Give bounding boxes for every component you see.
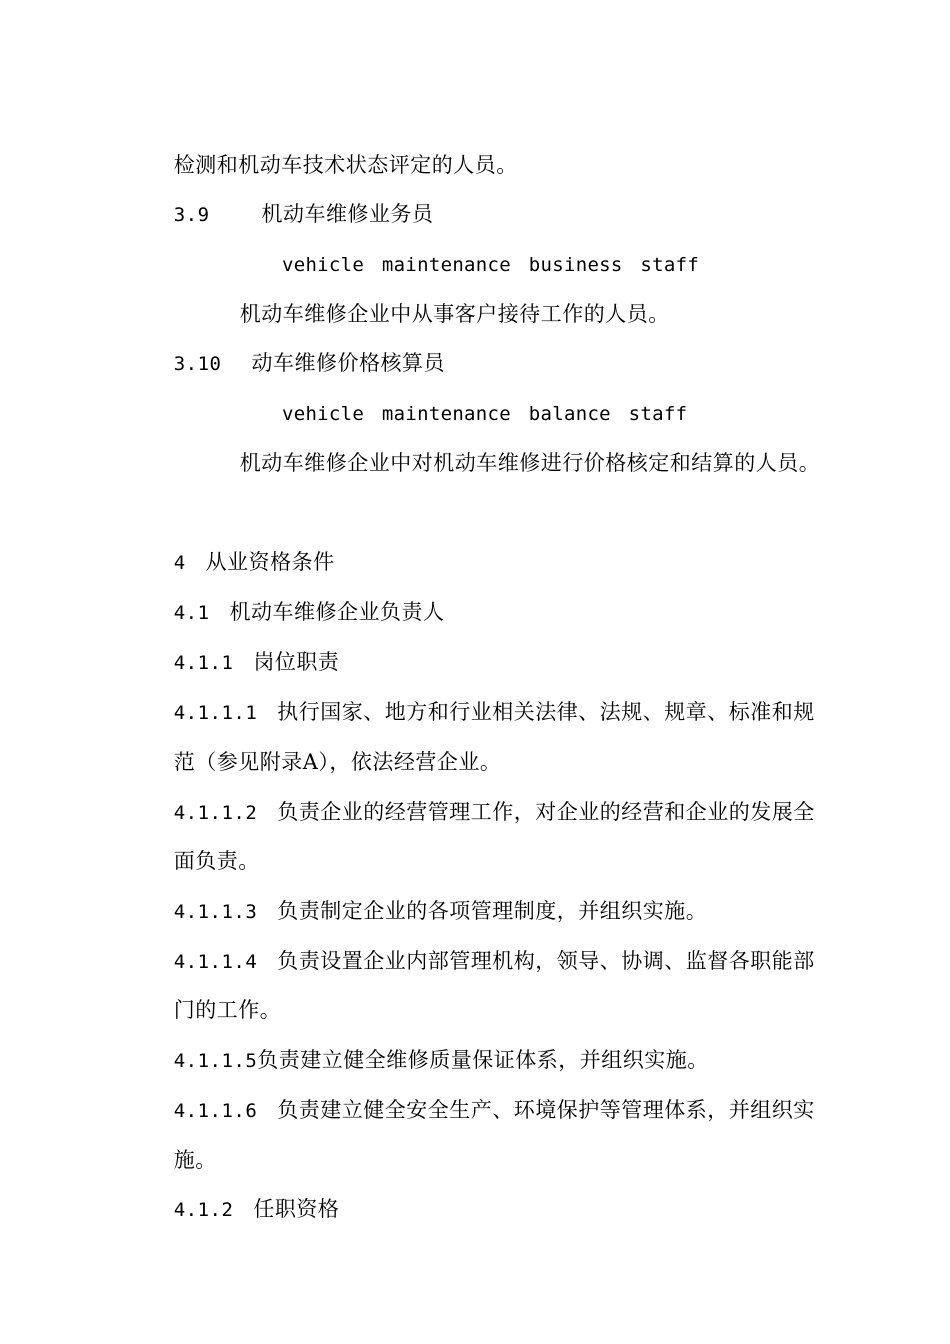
clause-text: 执行国家、地方和行业相关法律、法规、规章、标准和规 (277, 700, 815, 724)
section-number: 3.9 (173, 204, 210, 226)
line-text: 施。 (173, 1148, 217, 1172)
clause-4-1-1-6 (145, 1068, 815, 1153)
clause-number: 4.1.1.4 (173, 951, 258, 973)
section-title: 机动车维修业务员 (261, 202, 434, 226)
line-text: vehicle maintenance balance staff (281, 403, 688, 425)
section-title: 岗位职责 (253, 650, 340, 674)
section-number: 4.1 (173, 602, 210, 624)
line-text: vehicle maintenance business staff (281, 254, 700, 276)
section-number: 4 (173, 552, 186, 574)
clause-text: 负责建立健全维修质量保证体系，并组织实施。 (257, 1048, 709, 1072)
line-text: 范（参见附录A），依法经营企业。 (173, 750, 502, 774)
clause-number: 4.1.1.1 (173, 702, 258, 724)
section-title: 机动车维修企业负责人 (229, 600, 445, 624)
line-text: 面负责。 (173, 849, 260, 873)
clause-text: 负责制定企业的各项管理制度，并组织实施。 (277, 899, 708, 923)
section-number: 3.10 (173, 353, 222, 375)
clause-number: 4.1.1.5 (173, 1050, 258, 1072)
line-text: 检测和机动车技术状态评定的人员。 (173, 153, 518, 177)
clause-number: 4.1.1.3 (173, 901, 258, 923)
section-number: 4.1.2 (173, 1199, 234, 1221)
clause-number: 4.1.1.2 (173, 802, 258, 824)
clause-text: 负责建立健全安全生产、环境保护等管理体系，并组织实 (277, 1098, 815, 1122)
section-title: 任职资格 (253, 1197, 340, 1221)
clause-text: 负责企业的经营管理工作，对企业的经营和企业的发展全 (277, 800, 815, 824)
line-text: 机动车维修企业中对机动车维修进行价格核定和结算的人员。 (239, 451, 821, 475)
section-title: 从业资格条件 (205, 550, 335, 574)
definition-line (211, 421, 820, 505)
section-heading-4-1-2 (145, 1167, 339, 1252)
line-text: 机动车维修企业中从事客户接待工作的人员。 (239, 302, 670, 326)
clause-text: 负责设置企业内部管理机构，领导、协调、监督各职能部 (277, 949, 815, 973)
section-title: 动车维修价格核算员 (251, 351, 445, 375)
section-number: 4.1.1 (173, 652, 234, 674)
clause-number: 4.1.1.6 (173, 1100, 258, 1122)
line-text: 门的工作。 (173, 998, 282, 1022)
